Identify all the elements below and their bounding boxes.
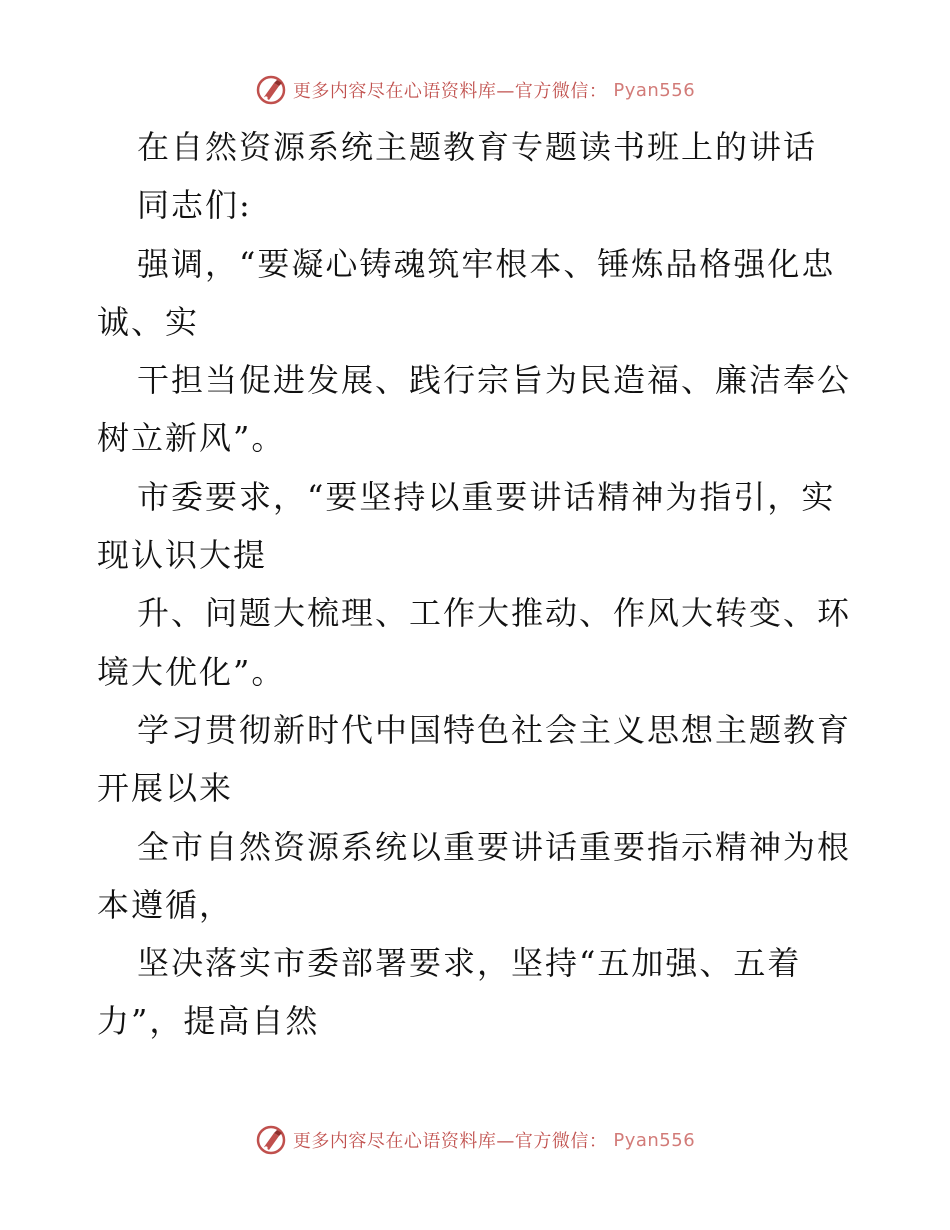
watermark-text: 更多内容尽在心语资料库—官方微信：	[292, 81, 608, 102]
paragraph-line: 境大优化”。	[97, 652, 286, 691]
paragraph-line: 树立新风”。	[97, 419, 286, 458]
paragraph-line: 同志们:	[137, 186, 252, 225]
footer-watermark	[0, 1120, 950, 1160]
watermark-wechat-id: Pyan556	[613, 1129, 696, 1151]
paragraph-line: 力”，提高自然	[97, 1002, 320, 1041]
paragraph-line: 升、问题大梳理、工作大推动、作风大转变、环	[137, 594, 852, 633]
document-body	[97, 118, 857, 1051]
paragraph-line: 市委要求，“要坚持以重要讲话精神为指引，实	[137, 477, 836, 516]
paragraph-line: 坚决落实市委部署要求，坚持“五加强、五着	[137, 944, 802, 983]
paragraph-line: 全市自然资源系统以重要讲话重要指示精神为根	[137, 827, 852, 866]
paragraph-line: 现认识大提	[97, 536, 268, 575]
paragraph-line: 强调，“要凝心铸魂筑牢根本、锤炼品格强化忠	[137, 244, 836, 283]
pen-nib-logo-icon	[255, 74, 287, 106]
watermark-text: 更多内容尽在心语资料库—官方微信：	[292, 1131, 608, 1152]
paragraph-line: 开展以来	[97, 769, 234, 808]
paragraph-line: 本遵循，	[97, 885, 234, 924]
header-watermark	[0, 70, 950, 110]
paragraph-line: 学习贯彻新时代中国特色社会主义思想主题教育	[137, 710, 852, 749]
paragraph-line: 干担当促进发展、践行宗旨为民造福、廉洁奉公	[137, 361, 852, 400]
watermark-wechat-id: Pyan556	[613, 79, 696, 101]
pen-nib-logo-icon	[255, 1124, 287, 1156]
paragraph-line: 诚、实	[97, 302, 200, 341]
document-title: 在自然资源系统主题教育专题读书班上的讲话	[137, 128, 818, 166]
